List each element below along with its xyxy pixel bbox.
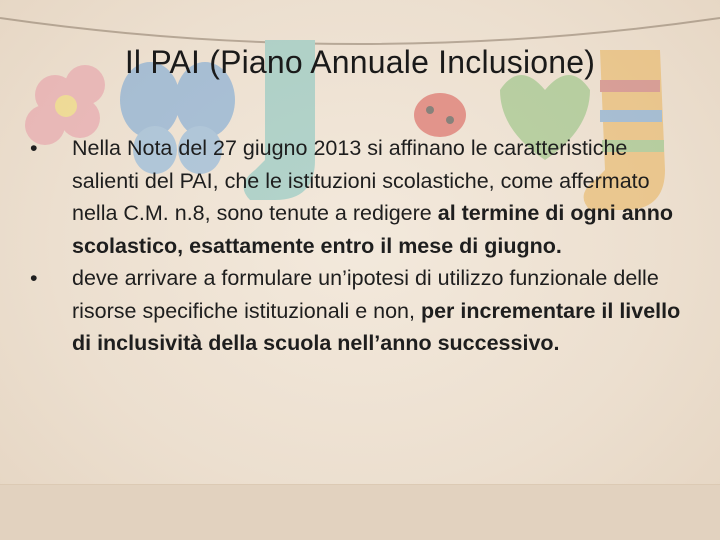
- footer-band: [0, 484, 720, 540]
- bullet-list: [30, 132, 690, 360]
- bullet-item: [30, 132, 690, 262]
- bullet-text-bold: al termine di ogni anno scolastico, esattamente entro il mese di giugno.: [72, 201, 674, 258]
- bullet-item: [30, 262, 690, 360]
- ladybug-icon: [414, 93, 466, 137]
- bullet-marker: •: [30, 136, 38, 160]
- bullet-marker: •: [30, 266, 38, 290]
- bullet-text: deve arrivare a formulare un’ipotesi di utilizzo funzionale delle risorse specifiche istituzionali e non,: [72, 266, 659, 323]
- slide-title: Il PAI (Piano Annuale Inclusione): [124, 44, 596, 80]
- bullet-text: Nella Nota del 27 giugno 2013 si affinano le caratteristiche salienti del PAI, che le istituzioni scolastiche, come affermato nella C.M. n.8, sono tenute a redigere: [72, 136, 650, 225]
- bullet-text-bold: per incrementare il livello di inclusività della scuola nell’anno successivo.: [72, 298, 681, 355]
- clothesline-icon: [0, 18, 720, 44]
